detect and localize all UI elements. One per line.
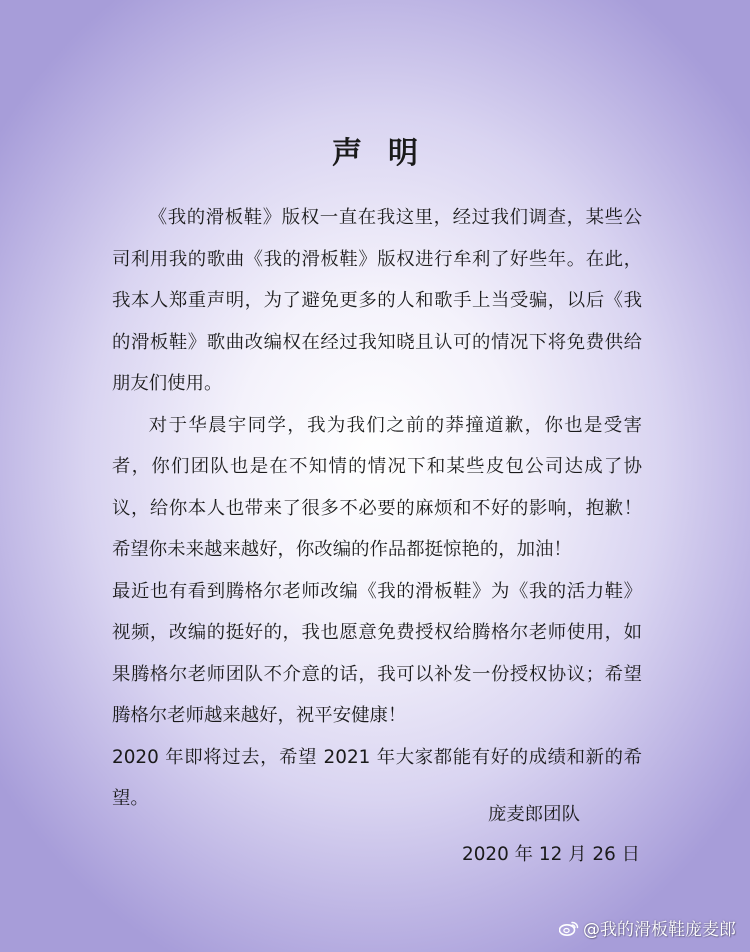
paragraph-new-year: 2020 年即将过去，希望 2021 年大家都能有好的成绩和新的希望。 xyxy=(112,746,642,809)
paragraph-authorization: 最近也有看到腾格尔老师改编《我的滑板鞋》为《我的活力鞋》视频，改编的挺好的，我也愿意免费授权给腾格尔老师使用，如果腾格尔老师团队不介意的话，我可以补发一份授权协议；希望腾格尔老师越来越好，祝平安健康！ xyxy=(112,580,642,726)
page-title: 声明 xyxy=(332,136,444,171)
weibo-icon xyxy=(559,920,579,936)
paragraph-copyright: 《我的滑板鞋》版权一直在我这里，经过我们调查，某些公司利用我的歌曲《我的滑板鞋》版权进行牟利了好些年。在此，我本人郑重声明，为了避免更多的人和歌手上当受骗，以后《我的滑板鞋》歌曲改编权在经过我知晓且认可的情况下将免费供给朋友们使用。 xyxy=(112,207,642,394)
signature-date: 2020 年 12 月 26 日 xyxy=(462,844,641,865)
paragraph-apology: 对于华晨宇同学，我为我们之前的莽撞道歉，你也是受害者，你们团队也是在不知情的情况下和某些皮包公司达成了协议，给你本人也带来了很多不必要的麻烦和不好的影响，抱歉！希望你未来越来越好，你改编的作品都挺惊艳的，加油！ xyxy=(112,414,642,560)
watermark-text: @我的滑板鞋庞麦郎 xyxy=(583,920,736,940)
statement-body xyxy=(112,197,642,820)
weibo-watermark xyxy=(559,915,736,940)
signature-team: 庞麦郎团队 xyxy=(488,804,580,825)
